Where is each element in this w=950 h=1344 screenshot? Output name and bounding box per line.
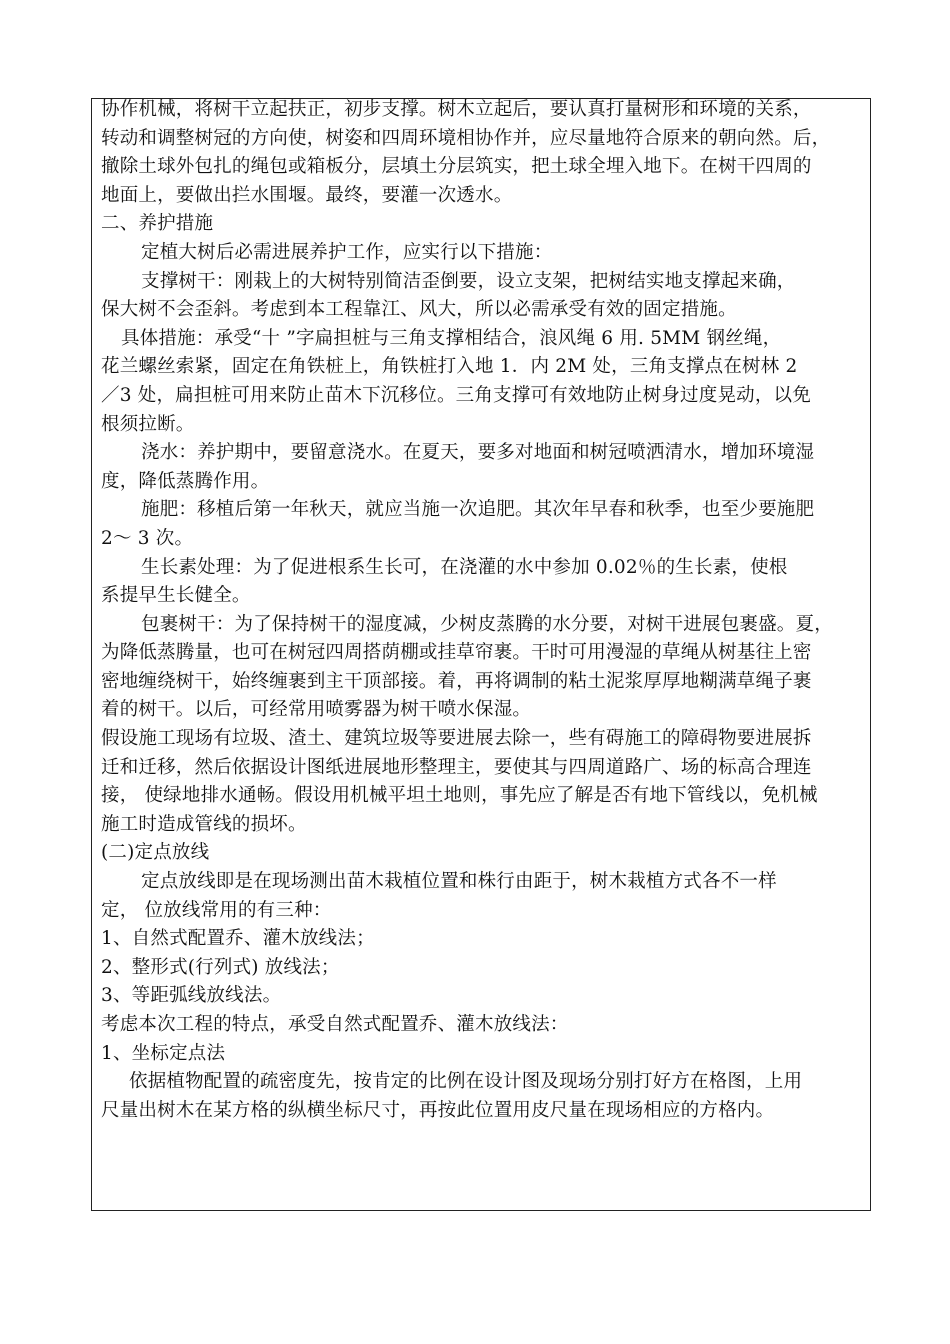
text-line: 定， 位放线常用的有三种：: [101, 899, 332, 921]
text-line: 假设施工现场有垃圾、渣土、建筑垃圾等要进展去除一，些有碍施工的障碍物要进展拆: [101, 728, 812, 750]
text-line: 撤除土球外包扎的绳包或箱板分，层填土分层筑实，把土球全埋入地下。在树干四周的: [101, 156, 812, 178]
text-line: 密地缠绕树干，始终缠裹到主干顶部接。着，再将调制的粘土泥浆厚厚地糊满草绳子裹: [101, 670, 812, 692]
text-line: (二)定点放线: [101, 842, 210, 864]
text-line: 地面上，要做出拦水围堰。最终，要灌一次透水。: [101, 184, 513, 206]
text-line: 保大树不会歪斜。考虑到本工程靠江、风大，所以必需承受有效的固定措施。: [101, 299, 737, 321]
text-line: 接， 使绿地排水通畅。假设用机械平坦土地则，事先应了解是否有地下管线以，免机械: [101, 785, 818, 807]
text-line: 根须拉断。: [101, 413, 195, 435]
text-line: 支撑树干：刚栽上的大树特别简洁歪倒要，设立支架，把树结实地支撑起来确，: [141, 270, 796, 292]
text-line: 3、等距弧线放线法。: [101, 985, 282, 1007]
text-line: 施工时造成管线的损坏。: [101, 813, 307, 835]
text-line: 具体措施：承受“十 ”字扁担桩与三角支撑相结合，浪风绳 6 用. 5MM 钢丝绳，: [121, 327, 782, 349]
text-line: ／3 处，扁担桩可用来防止苗木下沉移位。三角支撑可有效地防止树身过度晃动，以免: [101, 384, 811, 406]
text-line: 2～ 3 次。: [101, 527, 194, 549]
document-body: [101, 96, 946, 1125]
text-line: 迁和迁移，然后依据设计图纸进展地形整理主，要使其与四周道路广、场的标高合理连: [101, 756, 812, 778]
text-line: 着的树干。以后，可经常用喷雾器为树干喷水保湿。: [101, 699, 532, 721]
text-line: 1、坐标定点法: [101, 1042, 226, 1064]
text-line: 定植大树后必需进展养护工作，应实行以下措施：: [141, 241, 553, 263]
text-line: 1、自然式配置乔、灌木放线法；: [101, 928, 375, 950]
text-line: 依据植物配置的疏密度先，按肯定的比例在设计图及现场分别打好方在格图，上用: [129, 1071, 803, 1093]
text-line: 考虑本次工程的特点，承受自然式配置乔、灌木放线法：: [101, 1014, 569, 1035]
text-line: 二、养护措施: [101, 213, 214, 235]
text-line: 为降低蒸腾量，也可在树冠四周搭荫棚或挂草帘裹。干时可用漫湿的草绳从树基往上密: [101, 642, 812, 664]
text-line: 尺量出树木在某方格的纵横坐标尺寸，再按此位置用皮尺量在现场相应的方格内。: [101, 1099, 775, 1121]
text-line: 生长素处理：为了促进根系生长可，在浇灌的水中参加 0.02％的生长素，使根: [141, 556, 788, 578]
text-line: 系提早生长健全。: [101, 585, 251, 607]
text-line: 定点放线即是在现场测出苗木栽植位置和株行由距于，树木栽植方式各不一样: [141, 871, 777, 893]
text-line: 包裹树干：为了保持树干的湿度减，少树皮蒸腾的水分要，对树干进展包裹盛。夏，: [141, 613, 833, 635]
text-line: 协作机械，将树干立起扶正，初步支撑。树木立起后，要认真打量树形和环境的关系，: [101, 99, 812, 120]
text-line: 浇水：养护期中，要留意浇水。在夏天，要多对地面和树冠喷洒清水，增加环境湿: [141, 442, 815, 464]
text-line: 2、整形式(行列式) 放线法；: [101, 956, 340, 978]
text-line: 度，降低蒸腾作用。: [101, 470, 270, 492]
text-line: 花兰螺丝索紧，固定在角铁桩上，角铁桩打入地 1．内 2M 处，三角支撑点在树林 2: [101, 356, 798, 378]
text-line: 转动和调整树冠的方向使，树姿和四周环境相协作并，应尽量地符合原来的朝向然。后，: [101, 127, 831, 149]
text-line: 施肥：移植后第一年秋天，就应当施一次追肥。其次年早春和秋季，也至少要施肥: [141, 499, 815, 521]
